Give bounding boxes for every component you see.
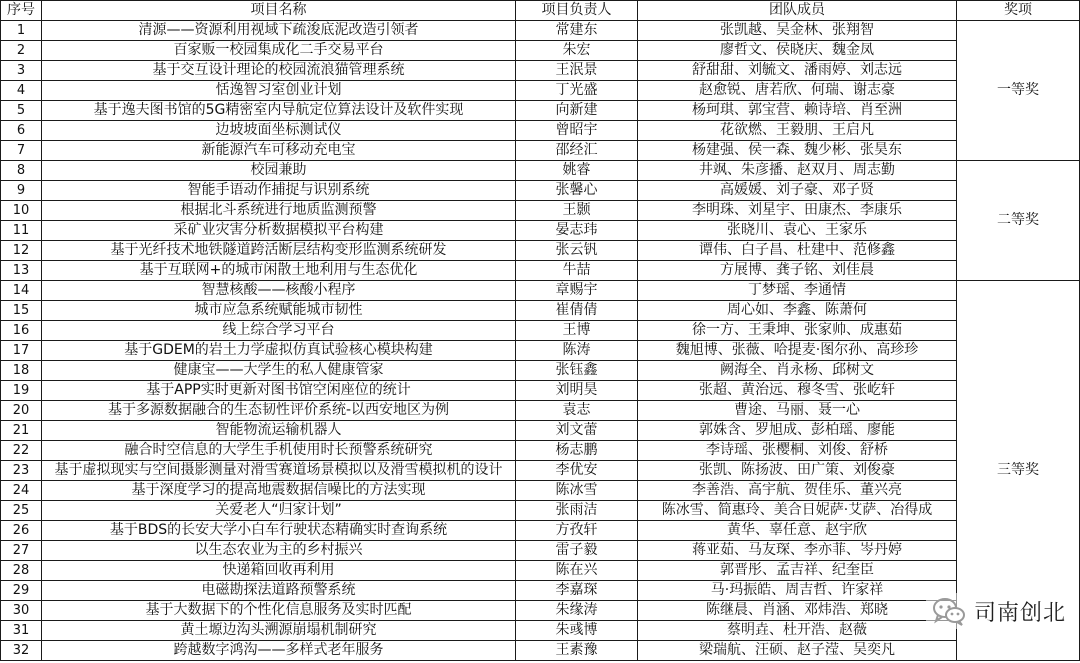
header-row bbox=[1, 1, 1080, 21]
cell-leader: 朱宏 bbox=[516, 41, 638, 61]
cell-leader: 陈涛 bbox=[516, 341, 638, 361]
cell-no: 23 bbox=[1, 461, 42, 481]
table-row bbox=[1, 621, 1080, 641]
cell-leader: 朱彧博 bbox=[516, 621, 638, 641]
table-row bbox=[1, 581, 1080, 601]
cell-members: 井飒、朱彦播、赵双月、周志勤 bbox=[638, 161, 957, 181]
cell-project: 电磁勘探法道路预警系统 bbox=[42, 581, 516, 601]
cell-members: 黄华、辜任意、赵宇欣 bbox=[638, 521, 957, 541]
table-row bbox=[1, 221, 1080, 241]
cell-no: 25 bbox=[1, 501, 42, 521]
cell-members: 郭姝含、罗旭成、彭柏瑶、廖能 bbox=[638, 421, 957, 441]
header-members: 团队成员 bbox=[638, 1, 957, 21]
table-row bbox=[1, 261, 1080, 281]
cell-members: 张超、黄治远、穆冬雪、张屹轩 bbox=[638, 381, 957, 401]
cell-leader: 姚睿 bbox=[516, 161, 638, 181]
cell-leader: 袁志 bbox=[516, 401, 638, 421]
cell-members: 张凯、陈扬波、田广策、刘俊豪 bbox=[638, 461, 957, 481]
cell-no: 29 bbox=[1, 581, 42, 601]
cell-award: 二等奖 bbox=[957, 161, 1080, 281]
cell-members: 马·玛振皓、周吉哲、许家祥 bbox=[638, 581, 957, 601]
cell-project: 基于虚拟现实与空间摄影测量对滑雪赛道场景模拟以及滑雪模拟机的设计 bbox=[42, 461, 516, 481]
cell-members: 花欲燃、王毅朋、王启凡 bbox=[638, 121, 957, 141]
cell-members: 舒甜甜、刘毓文、潘雨婷、刘志远 bbox=[638, 61, 957, 81]
cell-members: 李善浩、高宇航、贺佳乐、董兴亮 bbox=[638, 481, 957, 501]
table-row bbox=[1, 141, 1080, 161]
cell-no: 19 bbox=[1, 381, 42, 401]
table-row bbox=[1, 461, 1080, 481]
cell-project: 根据北斗系统进行地质监测预警 bbox=[42, 201, 516, 221]
cell-leader: 方孜轩 bbox=[516, 521, 638, 541]
cell-project: 基于深度学习的提高地震数据信噪比的方法实现 bbox=[42, 481, 516, 501]
cell-no: 22 bbox=[1, 441, 42, 461]
cell-members: 陈继晨、肖涵、邓炜浩、郑晓 bbox=[638, 601, 957, 621]
header-no: 序号 bbox=[1, 1, 42, 21]
watermark-text: 司南创北 bbox=[973, 600, 1066, 626]
table-row bbox=[1, 281, 1080, 301]
cell-members: 廖哲文、侯晓庆、魏金凤 bbox=[638, 41, 957, 61]
table-row bbox=[1, 301, 1080, 321]
cell-members: 徐一方、王秉坤、张家帅、成惠茹 bbox=[638, 321, 957, 341]
table-row bbox=[1, 641, 1080, 661]
header-award: 奖项 bbox=[957, 1, 1080, 21]
cell-leader: 常建东 bbox=[516, 21, 638, 41]
cell-no: 3 bbox=[1, 61, 42, 81]
cell-project: 基于大数据下的个性化信息服务及实时匹配 bbox=[42, 601, 516, 621]
table-row bbox=[1, 561, 1080, 581]
header-project: 项目名称 bbox=[42, 1, 516, 21]
cell-no: 31 bbox=[1, 621, 42, 641]
cell-members: 高媛媛、刘子豪、邓子贤 bbox=[638, 181, 957, 201]
cell-no: 24 bbox=[1, 481, 42, 501]
cell-leader: 张云钒 bbox=[516, 241, 638, 261]
cell-project: 融合时空信息的大学生手机使用时长预警系统研究 bbox=[42, 441, 516, 461]
cell-leader: 刘文蕾 bbox=[516, 421, 638, 441]
cell-no: 1 bbox=[1, 21, 42, 41]
cell-members: 蒋亚茹、马友琛、李亦菲、岑丹婷 bbox=[638, 541, 957, 561]
cell-no: 16 bbox=[1, 321, 42, 341]
cell-no: 8 bbox=[1, 161, 42, 181]
cell-members: 魏旭博、张薇、哈提麦·图尔孙、高珍珍 bbox=[638, 341, 957, 361]
cell-members: 阙海全、肖永杨、邱树文 bbox=[638, 361, 957, 381]
cell-project: 健康宝——大学生的私人健康管家 bbox=[42, 361, 516, 381]
table-row bbox=[1, 441, 1080, 461]
table-row bbox=[1, 601, 1080, 621]
cell-no: 10 bbox=[1, 201, 42, 221]
table-row bbox=[1, 21, 1080, 41]
table-body bbox=[1, 21, 1080, 661]
cell-no: 15 bbox=[1, 301, 42, 321]
cell-members: 李明珠、刘星宇、田康杰、李康乐 bbox=[638, 201, 957, 221]
cell-no: 21 bbox=[1, 421, 42, 441]
cell-project: 基于多源数据融合的生态韧性评价系统-以西安地区为例 bbox=[42, 401, 516, 421]
cell-leader: 王博 bbox=[516, 321, 638, 341]
cell-award: 三等奖 bbox=[957, 281, 1080, 661]
cell-leader: 朱缘涛 bbox=[516, 601, 638, 621]
cell-no: 26 bbox=[1, 521, 42, 541]
cell-project: 基于互联网+的城市闲散土地利用与生态优化 bbox=[42, 261, 516, 281]
cell-project: 校园兼助 bbox=[42, 161, 516, 181]
cell-project: 快递箱回收再利用 bbox=[42, 561, 516, 581]
cell-no: 18 bbox=[1, 361, 42, 381]
cell-members: 赵愈锐、唐若欣、何瑞、谢志豪 bbox=[638, 81, 957, 101]
cell-project: 关爱老人“归家计划” bbox=[42, 501, 516, 521]
cell-leader: 张馨心 bbox=[516, 181, 638, 201]
wechat-icon bbox=[932, 596, 966, 626]
cell-members: 张凯越、吴金林、张翔智 bbox=[638, 21, 957, 41]
table-row bbox=[1, 181, 1080, 201]
table-row bbox=[1, 421, 1080, 441]
cell-project: 基于光纤技术地铁隧道跨活断层结构变形监测系统研发 bbox=[42, 241, 516, 261]
cell-leader: 李嘉琛 bbox=[516, 581, 638, 601]
cell-leader: 杨志鹏 bbox=[516, 441, 638, 461]
cell-leader: 王素豫 bbox=[516, 641, 638, 661]
cell-project: 恬逸智习室创业计划 bbox=[42, 81, 516, 101]
cell-project: 智能手语动作捕捉与识别系统 bbox=[42, 181, 516, 201]
cell-leader: 向新建 bbox=[516, 101, 638, 121]
header-leader: 项目负责人 bbox=[516, 1, 638, 21]
cell-project: 智能物流运输机器人 bbox=[42, 421, 516, 441]
cell-leader: 曾昭宇 bbox=[516, 121, 638, 141]
cell-leader: 牛喆 bbox=[516, 261, 638, 281]
cell-members: 周心如、李鑫、陈萧何 bbox=[638, 301, 957, 321]
cell-project: 百家贩一校园集成化二手交易平台 bbox=[42, 41, 516, 61]
table-row bbox=[1, 381, 1080, 401]
cell-no: 11 bbox=[1, 221, 42, 241]
cell-project: 基于BDS的长安大学小白车行驶状态精确实时查询系统 bbox=[42, 521, 516, 541]
cell-no: 27 bbox=[1, 541, 42, 561]
cell-no: 20 bbox=[1, 401, 42, 421]
cell-members: 丁梦瑶、李通情 bbox=[638, 281, 957, 301]
cell-no: 4 bbox=[1, 81, 42, 101]
watermark bbox=[926, 593, 1072, 629]
cell-leader: 章赐宇 bbox=[516, 281, 638, 301]
cell-leader: 陈在兴 bbox=[516, 561, 638, 581]
cell-members: 张晓川、袁心、王家乐 bbox=[638, 221, 957, 241]
cell-members: 蔡明垚、杜开浩、赵薇 bbox=[638, 621, 957, 641]
cell-no: 5 bbox=[1, 101, 42, 121]
table-row bbox=[1, 61, 1080, 81]
cell-leader: 张钰鑫 bbox=[516, 361, 638, 381]
cell-members: 李诗瑶、张樱桐、刘俊、舒桥 bbox=[638, 441, 957, 461]
cell-project: 智慧核酸——核酸小程序 bbox=[42, 281, 516, 301]
cell-members: 谭伟、白子昌、杜建中、范修鑫 bbox=[638, 241, 957, 261]
table-row bbox=[1, 501, 1080, 521]
cell-members: 郭晋彤、孟吉祥、纪奎臣 bbox=[638, 561, 957, 581]
table-row bbox=[1, 201, 1080, 221]
table-row bbox=[1, 401, 1080, 421]
cell-no: 7 bbox=[1, 141, 42, 161]
cell-no: 30 bbox=[1, 601, 42, 621]
cell-award: 一等奖 bbox=[957, 21, 1080, 161]
cell-members: 方展博、龚子铭、刘佳晨 bbox=[638, 261, 957, 281]
cell-no: 28 bbox=[1, 561, 42, 581]
cell-no: 12 bbox=[1, 241, 42, 261]
table-row bbox=[1, 481, 1080, 501]
cell-project: 城市应急系统赋能城市韧性 bbox=[42, 301, 516, 321]
cell-leader: 丁光盛 bbox=[516, 81, 638, 101]
cell-leader: 晏志玮 bbox=[516, 221, 638, 241]
cell-members: 杨珂琪、郭宝营、赖诗培、肖至洲 bbox=[638, 101, 957, 121]
table-row bbox=[1, 81, 1080, 101]
cell-no: 14 bbox=[1, 281, 42, 301]
cell-no: 6 bbox=[1, 121, 42, 141]
cell-leader: 邵经汇 bbox=[516, 141, 638, 161]
table-row bbox=[1, 161, 1080, 181]
cell-project: 基于交互设计理论的校园流浪猫管理系统 bbox=[42, 61, 516, 81]
cell-project: 新能源汽车可移动充电宝 bbox=[42, 141, 516, 161]
table-row bbox=[1, 101, 1080, 121]
table-row bbox=[1, 321, 1080, 341]
cell-project: 基于GDEM的岩土力学虚拟仿真试验核心模块构建 bbox=[42, 341, 516, 361]
cell-project: 基于逸夫图书馆的5G精密室内导航定位算法设计及软件实现 bbox=[42, 101, 516, 121]
cell-leader: 雷子毅 bbox=[516, 541, 638, 561]
cell-no: 17 bbox=[1, 341, 42, 361]
cell-leader: 崔倩倩 bbox=[516, 301, 638, 321]
cell-project: 基于APP实时更新对图书馆空闲座位的统计 bbox=[42, 381, 516, 401]
cell-members: 梁瑞航、汪硕、赵子滢、吴奕凡 bbox=[638, 641, 957, 661]
cell-leader: 张雨洁 bbox=[516, 501, 638, 521]
table-row bbox=[1, 521, 1080, 541]
cell-project: 以生态农业为主的乡村振兴 bbox=[42, 541, 516, 561]
cell-project: 边坡坡面坐标测试仪 bbox=[42, 121, 516, 141]
table-row bbox=[1, 241, 1080, 261]
table-row bbox=[1, 541, 1080, 561]
cell-leader: 王泯景 bbox=[516, 61, 638, 81]
table-row bbox=[1, 41, 1080, 61]
cell-leader: 王颢 bbox=[516, 201, 638, 221]
cell-no: 2 bbox=[1, 41, 42, 61]
cell-project: 跨越数字鸿沟——多样式老年服务 bbox=[42, 641, 516, 661]
table-row bbox=[1, 121, 1080, 141]
cell-members: 陈冰雪、简惠玲、美合日妮萨·艾萨、冶得成 bbox=[638, 501, 957, 521]
table-row bbox=[1, 341, 1080, 361]
cell-project: 线上综合学习平台 bbox=[42, 321, 516, 341]
cell-project: 清源——资源利用视域下疏浚底泥改造引领者 bbox=[42, 21, 516, 41]
table-row bbox=[1, 361, 1080, 381]
cell-project: 采矿业灾害分析数据模拟平台构建 bbox=[42, 221, 516, 241]
cell-project: 黄土塬边沟头溯源崩塌机制研究 bbox=[42, 621, 516, 641]
cell-members: 杨建强、侯一森、魏少彬、张昊东 bbox=[638, 141, 957, 161]
cell-leader: 陈冰雪 bbox=[516, 481, 638, 501]
cell-members: 曹途、马丽、聂一心 bbox=[638, 401, 957, 421]
cell-no: 32 bbox=[1, 641, 42, 661]
cell-leader: 刘明昊 bbox=[516, 381, 638, 401]
cell-no: 13 bbox=[1, 261, 42, 281]
cell-leader: 李优安 bbox=[516, 461, 638, 481]
cell-no: 9 bbox=[1, 181, 42, 201]
